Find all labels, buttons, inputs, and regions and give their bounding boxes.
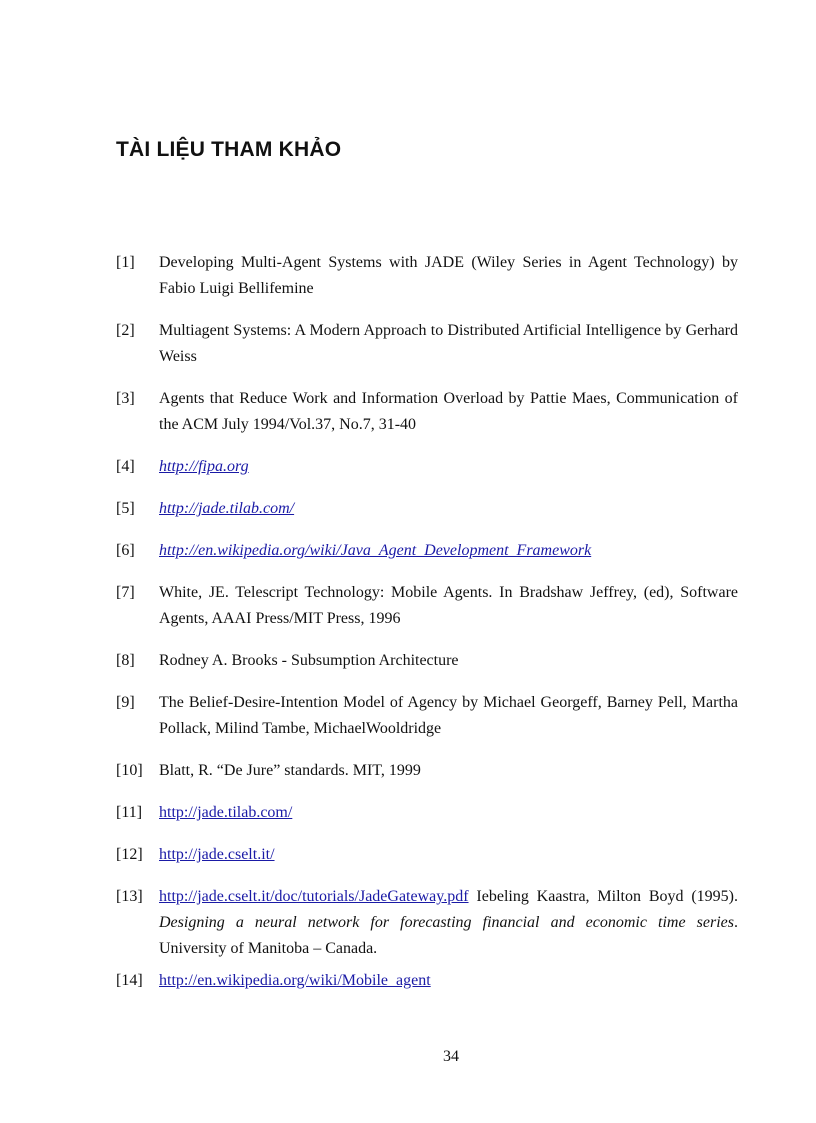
reference-list (116, 250, 738, 1010)
reference-link[interactable]: http://en.wikipedia.org/wiki/Java_Agent_Development_Framework (159, 542, 592, 559)
reference-number: [6] (116, 542, 135, 559)
reference-text-after: . University of Manitoba – Canada. (159, 914, 738, 957)
reference-link[interactable]: http://jade.cselt.it/doc/tutorials/JadeGateway.pdf (159, 888, 469, 905)
reference-item-14 (116, 968, 738, 994)
reference-number: [7] (116, 584, 135, 601)
reference-item-8 (116, 648, 738, 674)
reference-number: [3] (116, 390, 135, 407)
reference-item-5 (116, 496, 738, 522)
reference-number: [14] (116, 972, 143, 989)
page-title: TÀI LIỆU THAM KHẢO (116, 138, 342, 161)
reference-text: Agents that Reduce Work and Information Overload by Pattie Maes, Communication of the ACM July 1994/Vol.37, No.7, 31-40 (159, 390, 738, 433)
reference-number: [10] (116, 762, 143, 779)
reference-number: [4] (116, 458, 135, 475)
reference-text: The Belief-Desire-Intention Model of Agency by Michael Georgeff, Barney Pell, Martha Pollack, Milind Tambe, MichaelWooldridge (159, 694, 738, 737)
reference-number: [9] (116, 694, 135, 711)
reference-text-before: Iebeling Kaastra, Milton Boyd (1995). (476, 888, 739, 905)
reference-link[interactable]: http://jade.cselt.it/ (159, 846, 275, 863)
reference-item-7 (116, 580, 738, 632)
reference-text: White, JE. Telescript Technology: Mobile Agents. In Bradshaw Jeffrey, (ed), Software Agents, AAAI Press/MIT Press, 1996 (159, 584, 738, 627)
page-number: 34 (443, 1048, 459, 1065)
reference-link[interactable]: http://jade.tilab.com/ (159, 804, 293, 821)
reference-number: [12] (116, 846, 143, 863)
reference-item-11 (116, 800, 738, 826)
reference-text: Developing Multi-Agent Systems with JADE (Wiley Series in Agent Technology) by Fabio Luigi Bellifemine (159, 254, 738, 297)
reference-number: [5] (116, 500, 135, 517)
reference-item-1 (116, 250, 738, 302)
reference-link[interactable]: http://en.wikipedia.org/wiki/Mobile_agent (159, 972, 431, 989)
reference-link[interactable]: http://fipa.org (159, 458, 249, 475)
reference-item-9 (116, 690, 738, 742)
reference-text: Rodney A. Brooks - Subsumption Architecture (159, 652, 459, 669)
reference-link[interactable]: http://jade.tilab.com/ (159, 500, 295, 517)
reference-number: [2] (116, 322, 135, 339)
reference-text: Multiagent Systems: A Modern Approach to Distributed Artificial Intelligence by Gerhard Weiss (159, 322, 738, 365)
reference-item-6 (116, 538, 738, 564)
reference-title-italic: Designing a neural network for forecasting financial and economic time series (159, 914, 734, 931)
reference-number: [1] (116, 254, 135, 271)
reference-item-3 (116, 386, 738, 438)
reference-number: [11] (116, 804, 143, 821)
reference-item-2 (116, 318, 738, 370)
reference-number: [8] (116, 652, 135, 669)
reference-item-10 (116, 758, 738, 784)
reference-item-13 (116, 884, 738, 962)
reference-item-12 (116, 842, 738, 868)
reference-text (159, 884, 738, 962)
reference-number: [13] (116, 888, 143, 905)
reference-text: Blatt, R. “De Jure” standards. MIT, 1999 (159, 762, 421, 779)
reference-item-4 (116, 454, 738, 480)
